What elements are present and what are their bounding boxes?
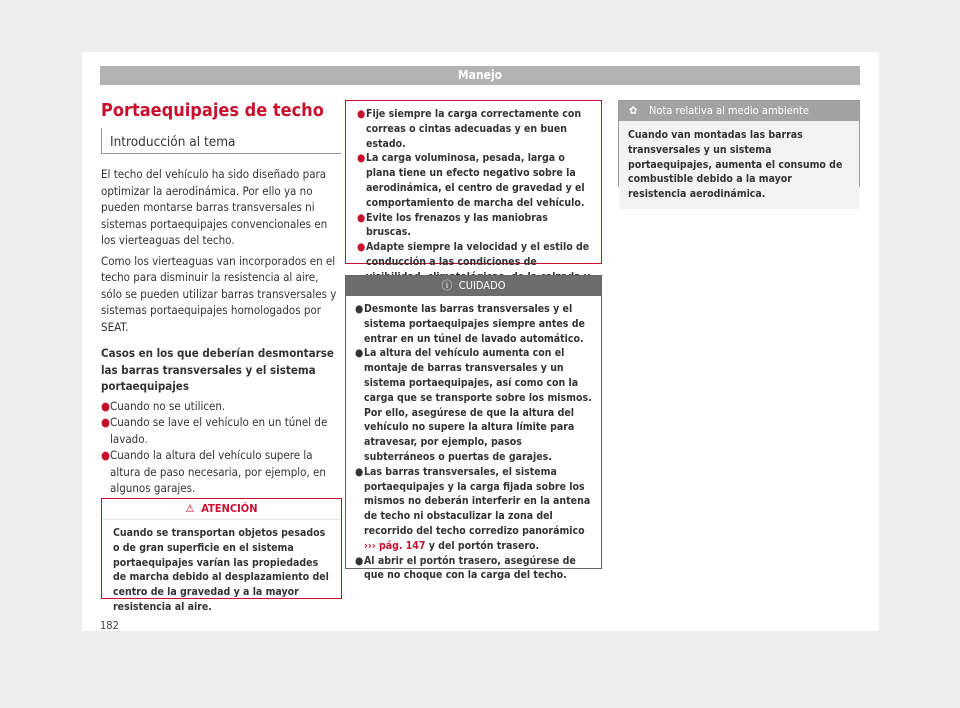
cuidado-header: ⓘ CUIDADO (346, 276, 601, 296)
list-item: ● Al abrir el portón trasero, asegúrese de que no choque con la carga del techo. (355, 554, 576, 582)
page-number: 182 (100, 619, 119, 632)
list-item: ● La carga voluminosa, pesada, larga o plana tiene un efecto negativo sobre la aerodinámica, el centro de gravedad y el comportamiento de marcha del vehículo. (357, 152, 585, 209)
page-reference-link[interactable]: ››› pág. 147 (364, 539, 426, 552)
warning-triangle-icon: ⚠ (185, 502, 195, 515)
list-item: ● Cuando se lave el vehículo en un túnel de lavado. (101, 415, 328, 446)
info-circle-icon: ⓘ (441, 279, 453, 292)
bullet-icon: ● (357, 108, 366, 120)
atencion-box (101, 498, 342, 613)
cases-heading: Casos en los que deberían desmontarse las barras transversales y el sistema portaequipajes (101, 346, 334, 393)
list-item: ● Desmonte las barras transversales y el sistema portaequipajes siempre antes de entrar en un túnel de lavado automático. (355, 303, 585, 345)
atencion-header: ⚠ ATENCIÓN (102, 499, 341, 520)
intro-paragraph-2: Como los vierteaguas van incorporados en el techo para disminuir la resistencia al aire, sólo se pueden utilizar barras transversales y sistemas portaequipajes homologados por SEAT. (101, 253, 337, 334)
bullet-icon: ● (101, 415, 111, 429)
subtitle-divider (101, 153, 341, 154)
bullet-icon: ● (355, 347, 364, 360)
bullet-icon: ● (355, 554, 364, 567)
list-item: ● Adapte siempre la velocidad y el estilo de conducción a las condiciones de (357, 241, 590, 268)
leaf-icon: ✿ (629, 104, 638, 117)
bullet-icon: ● (357, 152, 366, 165)
intro-paragraph-1: El techo del vehículo ha sido diseñado para optimizar la aerodinámica. Por ello ya no pueden montarse barras transversales ni sistemas portaequipajes convencionales en los vierteaguas del techo. (101, 167, 328, 247)
environment-note-text: Cuando van montadas las barras transversales y un sistema portaequipajes, aumenta el consumo de combustible debido a la mayor resistencia aerodinámica. (619, 121, 859, 209)
environment-note-box (618, 100, 860, 201)
list-item: ● Cuando no se utilicen. (101, 398, 226, 413)
column-1 (101, 166, 341, 497)
list-item: ● La altura del vehículo aumenta con el montaje de barras transversales y un sistema portaequipajes, así como con la carga que se transporte sobre los mismos. Por ello, asegúrese de que la altura del vehículo no supere la altura límite para atravesar, por ejemplo, pasos subterráneos o puertas de garajes. (355, 347, 592, 463)
cuidado-text (346, 296, 601, 589)
list-item: ● Cuando la altura del vehículo supere la altura de paso necesaria, por ejemplo, en algunos garajes. (101, 448, 326, 495)
warning-continuation-box (345, 100, 602, 268)
list-item: ● Las barras transversales, el sistema portaequipajes y la carga fijada sobre los mismos no deberán interferir en la antena de techo ni obstaculizar la zona del recorrido del techo corredizo panorámico ››› pág. 147 y del portón trasero. (355, 465, 591, 552)
section-header: Manejo (100, 66, 860, 85)
bullet-icon: ● (357, 211, 366, 224)
list-item: ● Fije siempre la carga correctamente con correas o cintas adecuadas y en buen estado. (357, 108, 582, 150)
atencion-text: Cuando se transportan objetos pesados o de gran superficie en el sistema portaequipajes varían las propiedades de marcha debido al desplazamiento del centro de la gravedad y a la mayor resistencia al aire. (113, 527, 329, 613)
subtitle: Introducción al tema (110, 134, 236, 150)
cuidado-box (345, 275, 602, 582)
page-title: Portaequipajes de techo (101, 100, 324, 121)
bullet-icon: ● (357, 241, 366, 254)
bullet-icon: ● (355, 465, 364, 478)
list-item: ● Evite los frenazos y las maniobras bruscas. (357, 211, 548, 239)
environment-note-header: ✿ Nota relativa al medio ambiente (619, 101, 859, 121)
bullet-icon: ● (101, 448, 111, 462)
bullet-icon: ● (355, 303, 364, 315)
bullet-icon: ● (101, 398, 111, 413)
